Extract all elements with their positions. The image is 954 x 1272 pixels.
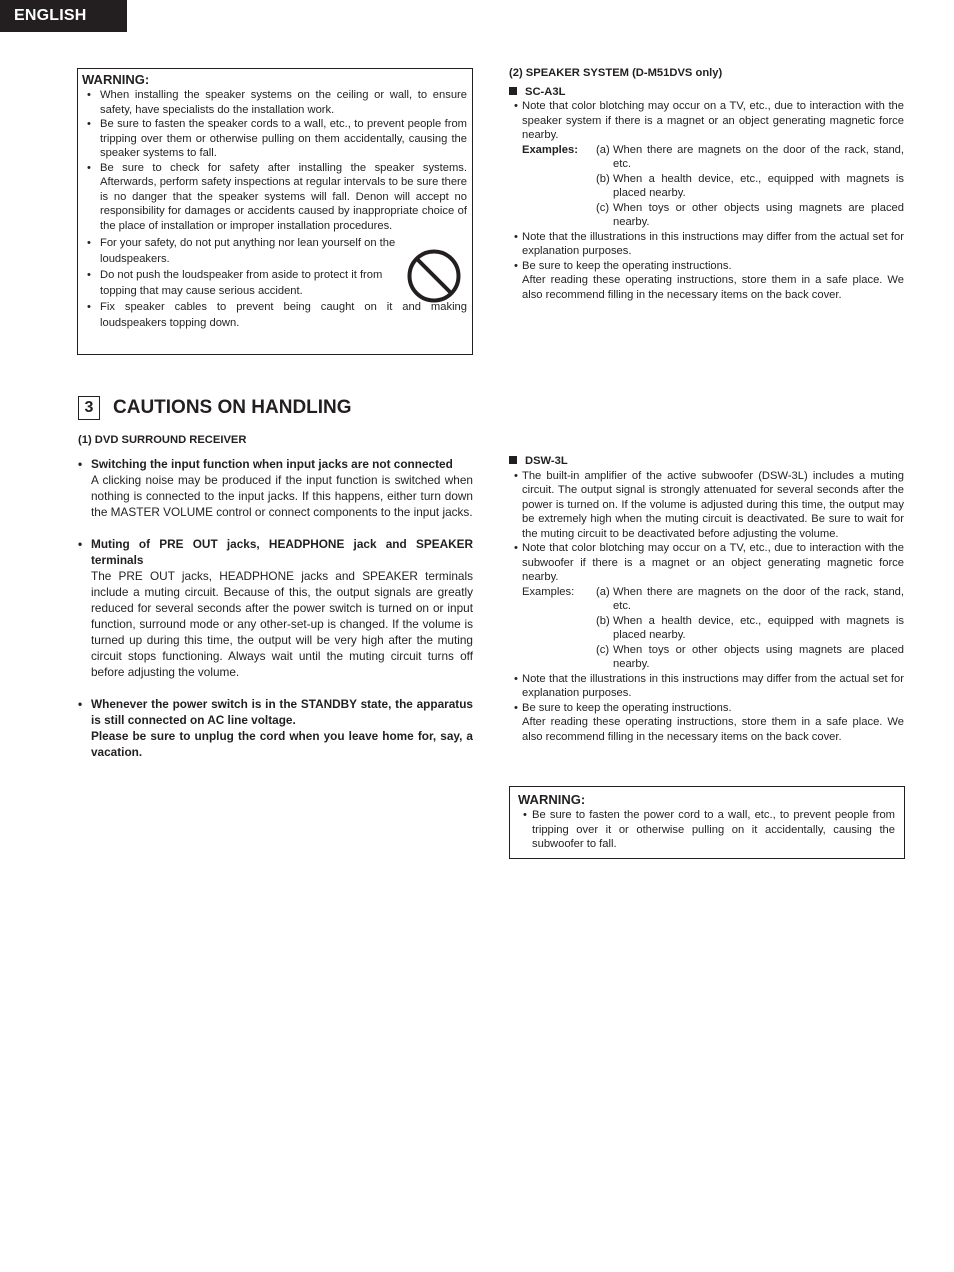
- language-tab: ENGLISH: [0, 0, 127, 32]
- subwoofer-warning-box: [509, 786, 905, 859]
- warning-item: • Be sure to fasten the speaker cords to a wall, etc., to prevent people from tripping over them or otherwise pulling on them accidentally, causing the speaker systems to fall.: [82, 117, 467, 161]
- sc-item: • Note that color blotching may occur on a TV, etc., due to interaction with the speaker system if there is a magnet or an object generating magnetic force nearby.: [509, 99, 904, 143]
- example-item: (a) When there are magnets on the door of the rack, stand, etc.: [596, 585, 904, 612]
- dsw-3l-section: [509, 454, 904, 744]
- speaker-system-section: [509, 66, 904, 302]
- caution-title: • Switching the input function when input jacks are not connected: [78, 456, 473, 472]
- dsw-item: • Note that the illustrations in this instructions may differ from the actual set for explanation purposes.: [509, 672, 904, 701]
- warning-title: WARNING:: [82, 72, 150, 87]
- warning-item: • Fix speaker cables to prevent being caught on it and making loudspeakers topping down.: [82, 299, 467, 331]
- example-item: (c) When toys or other objects using magnets are placed nearby.: [596, 643, 904, 670]
- section-title: CAUTIONS ON HANDLING: [113, 397, 352, 418]
- sc-a3l-title: SC-A3L: [525, 85, 566, 98]
- warning-title: WARNING:: [518, 792, 586, 807]
- dsw-item-continuation: After reading these operating instructions, store them in a safe place. We also recommend filling in the necessary items on the back cover.: [522, 716, 904, 743]
- dsw-3l-heading: [509, 454, 904, 469]
- square-bullet-icon: [509, 87, 517, 95]
- speaker-system-heading: (2) SPEAKER SYSTEM (D-M51DVS only): [509, 67, 723, 79]
- caution-text: A clicking noise may be produced if the input function is switched when nothing is connected to the input jacks. If this happens, either turn down the MASTER VOLUME control or connect components to the input jacks.: [91, 473, 473, 519]
- caution-title: • Muting of PRE OUT jacks, HEADPHONE jack and SPEAKER terminals: [78, 536, 473, 568]
- caution-text: Please be sure to unplug the cord when you leave home for, say, a vacation.: [91, 729, 473, 759]
- section-number: 3: [78, 396, 100, 420]
- warning-item: • Do not push the loudspeaker from aside to protect it from topping that may cause serious accident.: [82, 267, 404, 299]
- dsw-item: • The built-in amplifier of the active subwoofer (DSW-3L) includes a muting circuit. The output signal is strongly attenuated for several seconds after the power is turned on. If the volume is adjusted during this time, the output may be extremely high when the muting circuit is deactivated. Be sure to wait for the muting circuit to be deactivated before adjusting the volume.: [509, 469, 904, 542]
- example-item: (a) When there are magnets on the door of the rack, stand, etc.: [596, 143, 904, 170]
- warning-box: [77, 68, 473, 355]
- dsw-item: • Be sure to keep the operating instructions.: [509, 701, 904, 716]
- dsw-3l-title: DSW-3L: [525, 455, 568, 467]
- dvd-receiver-heading: (1) DVD SURROUND RECEIVER: [78, 434, 247, 446]
- warning-item: • Be sure to check for safety after installing the speaker systems. Afterwards, perform safety inspections at regular intervals to be sure there is no danger that the speaker systems will fall. Denon will accept no responsibility for damages or accidents caused by inappropriate choice of the place of installation or improper installation procedures.: [82, 161, 467, 234]
- dvd-receiver-section: [78, 432, 473, 760]
- sc-item: • Be sure to keep the operating instructions.: [509, 259, 904, 274]
- warning-item: • For your safety, do not put anything nor lean yourself on the loudspeakers.: [82, 235, 402, 267]
- dsw-item: • Note that color blotching may occur on a TV, etc., due to interaction with the subwoofer if there is a magnet or an object generating magnetic force nearby.: [509, 541, 904, 585]
- examples-label: Examples:: [522, 585, 575, 598]
- example-item: (c) When toys or other objects using magnets are placed nearby.: [596, 201, 904, 228]
- warning-item: • When installing the speaker systems on the ceiling or wall, to ensure safety, have specialists do the installation work.: [82, 88, 467, 117]
- sc-item: • Note that the illustrations in this instructions may differ from the actual set for explanation purposes.: [509, 230, 904, 259]
- dsw-examples: [509, 585, 904, 672]
- prohibition-icon: [405, 247, 463, 305]
- sc-a3l-heading: [509, 85, 904, 100]
- section-heading: [78, 396, 352, 420]
- example-item: (b) When a health device, etc., equipped with magnets is placed nearby.: [596, 614, 904, 641]
- example-item: (b) When a health device, etc., equipped with magnets is placed nearby.: [596, 172, 904, 199]
- warning-item: • Be sure to fasten the power cord to a wall, etc., to prevent people from tripping over it or otherwise pulling on it accidentally, causing the subwoofer to fall.: [518, 808, 895, 852]
- sc-examples: [509, 143, 904, 230]
- square-bullet-icon: [509, 456, 517, 464]
- caution-text: The PRE OUT jacks, HEADPHONE jacks and SPEAKER terminals include a muting circuit. Because of this, the output signals are greatly reduced for several seconds after the power switch is turned on or input function, surround mode or any other-set-up is changed. If the volume is turned up during this time, the output will be very high after the muting circuit stops functioning. Always wait until the muting circuit turns off before adjusting the volume.: [91, 569, 473, 679]
- caution-title: • Whenever the power switch is in the STANDBY state, the apparatus is still connected on AC line voltage.: [78, 696, 473, 728]
- examples-label: Examples:: [522, 143, 578, 156]
- sc-item-continuation: After reading these operating instructions, store them in a safe place. We also recommend filling in the necessary items on the back cover.: [522, 274, 904, 301]
